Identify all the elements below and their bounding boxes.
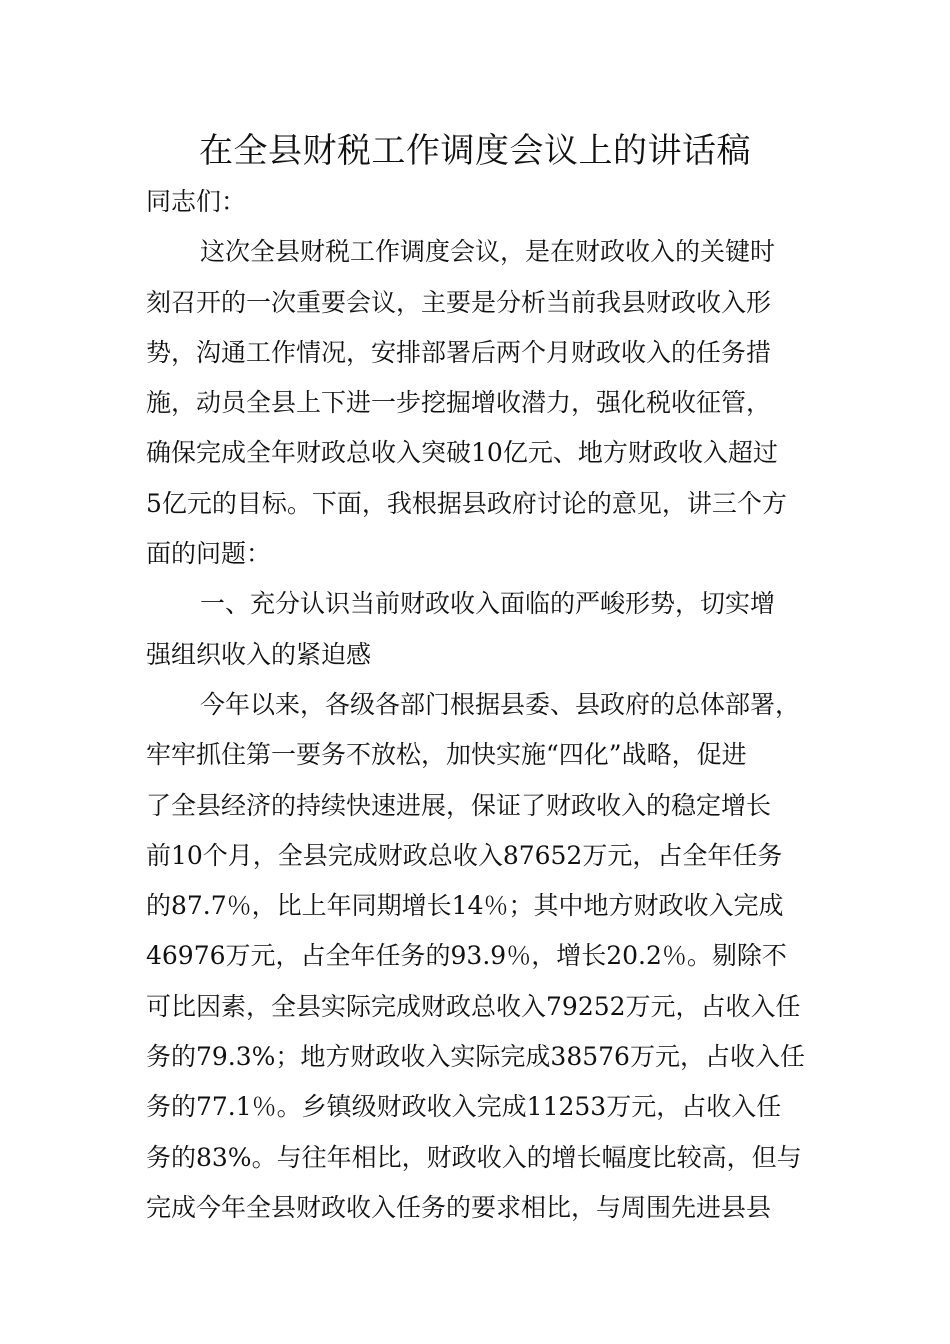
paragraph-line: 刻召开的一次重要会议，主要是分析当前我县财政收入形 — [146, 287, 772, 317]
paragraph-line: 务的83%。与往年相比，财政收入的增长幅度比较高，但与 — [146, 1142, 802, 1172]
paragraph-line: 前10个月，全县完成财政总收入87652万元，占全年任务 — [146, 840, 783, 870]
paragraph-line: 施，动员全县上下进一步挖掘增收潜力，强化税收征管， — [146, 388, 772, 418]
salutation: 同志们： — [146, 187, 247, 216]
paragraph-line: 完成今年全县财政收入任务的要求相比，与周围先进县县 — [146, 1192, 772, 1222]
paragraph-line: 一、充分认识当前财政收入面临的严峻形势，切实增 — [200, 589, 776, 619]
paragraph-line: 面的问题： — [146, 539, 272, 569]
paragraph-line: 确保完成全年财政总收入突破10亿元、地方财政收入超过 — [146, 438, 778, 468]
paragraph-line: 这次全县财税工作调度会议，是在财政收入的关键时 — [200, 237, 776, 267]
paragraph-line: 可比因素，全县实际完成财政总收入79252万元，占收入任 — [146, 991, 801, 1021]
paragraph-line: 今年以来，各级各部门根据县委、县政府的总体部署， — [200, 689, 801, 719]
paragraph-line: 46976万元，占全年任务的93.9％，增长20.2％。剔除不 — [146, 941, 787, 971]
paragraph-line: 的87.7％，比上年同期增长14％；其中地方财政收入完成 — [146, 891, 784, 921]
paragraph-line: 务的79.3%；地方财政收入实际完成38576万元，占收入任 — [146, 1042, 805, 1072]
paragraph-line: 5亿元的目标。下面，我根据县政府讨论的意见，讲三个方 — [146, 488, 787, 518]
paragraph-line: 势，沟通工作情况，安排部署后两个月财政收入的任务措 — [146, 337, 772, 367]
paragraph-line: 牢牢抓住第一要务不放松，加快实施“四化”战略，促进 — [146, 740, 747, 770]
document-title: 在全县财税工作调度会议上的讲话稿 — [199, 131, 751, 171]
document-body — [146, 177, 821, 1233]
paragraph-line: 了全县经济的持续快速进展，保证了财政收入的稳定增长 — [146, 790, 772, 820]
paragraph-line: 强组织收入的紧迫感 — [146, 639, 372, 669]
paragraph-line: 务的77.1％。乡镇级财政收入完成11253万元，占收入任 — [146, 1092, 782, 1122]
